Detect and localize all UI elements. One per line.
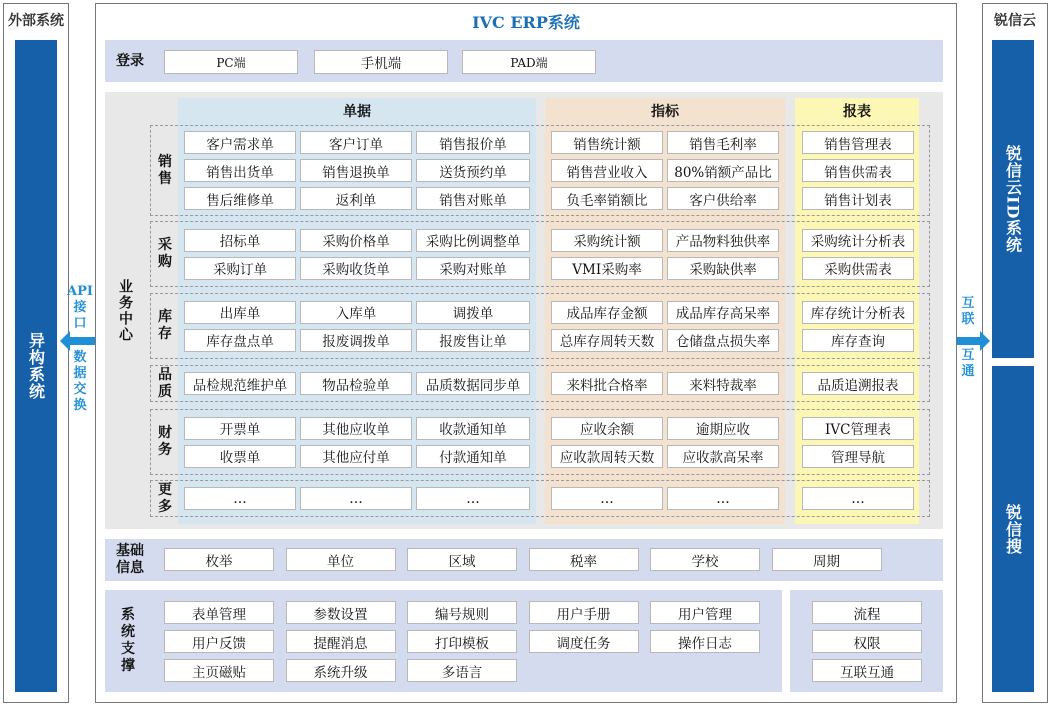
support-right-item[interactable]: 互联互通 [812,659,922,682]
erp-main-title: IVC ERP系统 [472,13,580,32]
cloud-search-bar: 锐信搜 [992,366,1034,692]
report-item[interactable]: 管理导航 [802,445,914,468]
metrics-column-header: 指标 [651,104,679,120]
report-item[interactable]: 库存统计分析表 [802,301,914,324]
doc-item[interactable]: 售后维修单 [184,187,296,210]
support-item[interactable]: 用户手册 [529,601,639,624]
doc-item[interactable]: 收款通知单 [416,417,530,440]
support-item[interactable]: 打印模板 [407,630,517,653]
login-pad-button[interactable]: PAD端 [462,50,596,74]
metric-item[interactable]: 仓储盘点损失率 [667,329,779,352]
metric-item[interactable]: 成品库存高呆率 [667,301,779,324]
doc-item[interactable]: 调拨单 [416,301,530,324]
doc-item[interactable]: 出库单 [184,301,296,324]
support-item[interactable]: 提醒消息 [286,630,396,653]
support-item[interactable]: 用户反馈 [164,630,274,653]
report-item[interactable]: … [802,487,914,510]
external-system-title: 外部系统 [8,13,64,29]
row-label-2: 库存 [158,309,172,342]
doc-item[interactable]: 物品检验单 [300,372,412,395]
support-item[interactable]: 操作日志 [650,630,760,653]
doc-item[interactable]: 销售退换单 [300,159,412,182]
doc-item[interactable]: … [184,487,296,510]
metric-item[interactable]: 产品物料独供率 [667,229,779,252]
doc-item[interactable]: 送货预约单 [416,159,530,182]
cloud-title: 锐信云 [994,13,1036,29]
metric-item[interactable]: 销售毛利率 [667,131,779,154]
metric-item[interactable]: 成品库存金额 [551,301,663,324]
support-item[interactable]: 用户管理 [650,601,760,624]
support-right-item[interactable]: 流程 [812,601,922,624]
metric-item[interactable]: 80%销额产品比 [667,159,779,182]
basic-info-item[interactable]: 税率 [529,548,639,571]
report-item[interactable]: 销售管理表 [802,131,914,154]
doc-item[interactable]: 采购比例调整单 [416,229,530,252]
doc-item[interactable]: 销售报价单 [416,131,530,154]
doc-item[interactable]: 客户需求单 [184,131,296,154]
doc-item[interactable]: 采购订单 [184,257,296,280]
report-item[interactable]: 采购供需表 [802,257,914,280]
support-item[interactable]: 编号规则 [407,601,517,624]
metric-item[interactable]: VMI采购率 [551,257,663,280]
cloud-id-system-bar: 锐信云ID系统 [992,40,1034,358]
row-label-3: 品质 [158,366,172,400]
heterogeneous-system-bar: 异构系统 [15,40,57,692]
basic-info-item[interactable]: 学校 [650,548,760,571]
doc-item[interactable]: 品检规范维护单 [184,372,296,395]
metric-item[interactable]: 应收余额 [551,417,663,440]
interconnect-label-top: 互 联 [961,296,975,327]
metric-item[interactable]: 采购缺供率 [667,257,779,280]
metric-item[interactable]: 负毛率销额比 [551,187,663,210]
doc-item[interactable]: 其他应收单 [300,417,412,440]
report-item[interactable]: 销售供需表 [802,159,914,182]
report-item[interactable]: 品质追溯报表 [802,372,914,395]
metric-item[interactable]: 销售营业收入 [551,159,663,182]
doc-item[interactable]: 报废售让单 [416,329,530,352]
support-item[interactable]: 主页磁贴 [164,659,274,682]
api-exchange-label: API 接 口 [67,284,93,331]
login-pc-button[interactable]: PC端 [164,50,298,74]
metric-item[interactable]: … [667,487,779,510]
basic-info-item[interactable]: 枚举 [164,548,274,571]
doc-item[interactable]: 销售对账单 [416,187,530,210]
basic-info-item[interactable]: 单位 [286,548,396,571]
basic-info-item[interactable]: 周期 [772,548,882,571]
data-exchange-label: 数 据 交 换 [73,350,87,413]
doc-item[interactable]: 采购价格单 [300,229,412,252]
row-label-1: 采购 [158,237,172,270]
interconnect-label-bottom: 互 通 [961,348,975,379]
support-right-item[interactable]: 权限 [812,630,922,653]
metric-item[interactable]: 采购统计额 [551,229,663,252]
doc-item[interactable]: 采购对账单 [416,257,530,280]
doc-item[interactable]: 报废调拨单 [300,329,412,352]
doc-item[interactable]: 库存盘点单 [184,329,296,352]
system-support-label: 系统支撑 [121,607,135,674]
report-item[interactable]: 采购统计分析表 [802,229,914,252]
metric-item[interactable]: 销售统计额 [551,131,663,154]
metric-item[interactable]: 逾期应收 [667,417,779,440]
doc-item[interactable]: 客户订单 [300,131,412,154]
doc-item[interactable]: … [416,487,530,510]
doc-item[interactable]: 开票单 [184,417,296,440]
basic-info-item[interactable]: 区域 [407,548,517,571]
support-item[interactable]: 系统升级 [286,659,396,682]
doc-item[interactable]: 付款通知单 [416,445,530,468]
doc-item[interactable]: 招标单 [184,229,296,252]
metric-item[interactable]: 应收款周转天数 [551,445,663,468]
doc-item[interactable]: … [300,487,412,510]
support-item[interactable]: 多语言 [407,659,517,682]
metric-item[interactable]: 应收款高呆率 [667,445,779,468]
metric-item[interactable]: 总库存周转天数 [551,329,663,352]
login-mobile-button[interactable]: 手机端 [314,50,448,74]
basic-info-label: 基础信息 [116,543,144,576]
row-label-0: 销售 [158,153,172,187]
report-item[interactable]: IVC管理表 [802,417,914,440]
doc-item[interactable]: 销售出货单 [184,159,296,182]
metric-item[interactable]: 客户供给率 [667,187,779,210]
doc-item[interactable]: 收票单 [184,445,296,468]
report-item[interactable]: 库存查询 [802,329,914,352]
doc-item[interactable]: 入库单 [300,301,412,324]
metric-item[interactable]: 来料特裁率 [667,372,779,395]
metric-item[interactable]: … [551,487,663,510]
support-item[interactable]: 调度任务 [529,630,639,653]
report-item[interactable]: 销售计划表 [802,187,914,210]
support-item[interactable]: 表单管理 [164,601,274,624]
doc-item[interactable]: 返利单 [300,187,412,210]
doc-item[interactable]: 采购收货单 [300,257,412,280]
support-item[interactable]: 参数设置 [286,601,396,624]
metric-item[interactable]: 来料批合格率 [551,372,663,395]
doc-item[interactable]: 品质数据同步单 [416,372,530,395]
row-label-5: 更多 [158,481,172,515]
docs-column-header: 单据 [343,104,371,120]
row-label-4: 财务 [158,425,172,458]
reports-column-header: 报表 [843,104,871,120]
login-label: 登录 [116,52,144,69]
business-center-label: 业务中心 [117,278,133,343]
doc-item[interactable]: 其他应付单 [300,445,412,468]
